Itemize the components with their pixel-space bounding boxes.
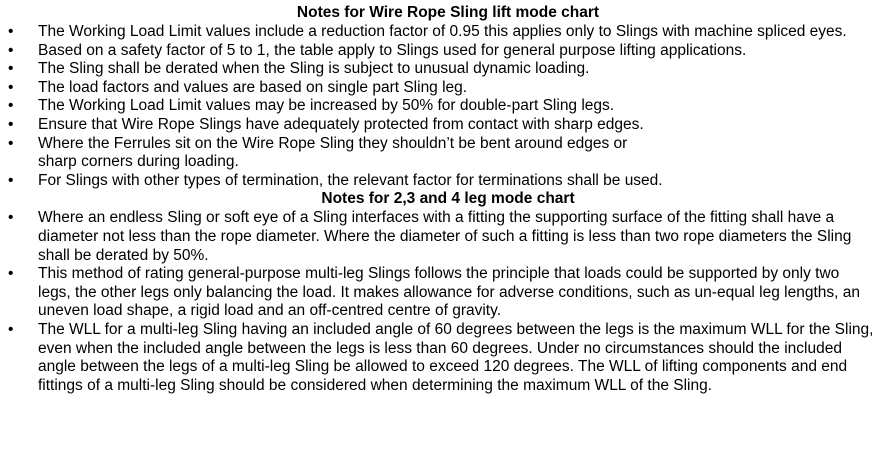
- note-text: For Slings with other types of termination, the relevant factor for terminations shall be used.: [38, 171, 663, 189]
- list-item: [6, 172, 874, 191]
- list-item: [6, 265, 874, 321]
- bullet-icon: •: [8, 265, 14, 283]
- notes-list: [6, 209, 874, 395]
- list-item: [6, 79, 874, 98]
- note-text: This method of rating general-purpose multi-leg Slings follows the principle that loads could be supported by only two legs, the other legs only balancing the load. It makes allowance for adverse conditions, such as un-equal leg lengths, an uneven load shape, a rigid load and an off-centred centre of gravity.: [38, 265, 861, 320]
- list-item: [6, 60, 874, 79]
- note-text: Ensure that Wire Rope Slings have adequately protected from contact with sharp edges.: [38, 115, 644, 133]
- note-text: The Working Load Limit values include a reduction factor of 0.95 this applies only to Slings with machine spliced eyes.: [38, 23, 847, 40]
- section-title: Notes for Wire Rope Sling lift mode chart: [296, 4, 600, 21]
- list-item: [6, 23, 874, 42]
- list-item: [6, 42, 874, 61]
- list-item: [6, 135, 874, 172]
- note-text: Based on a safety factor of 5 to 1, the table apply to Slings used for general purpose lifting applications.: [38, 41, 747, 59]
- bullet-icon: •: [8, 78, 14, 96]
- multi-leg-notes-section: [6, 190, 874, 395]
- bullet-icon: •: [8, 115, 14, 133]
- note-text: The Working Load Limit values may be increased by 50% for double-part Sling legs.: [38, 97, 615, 115]
- note-text: The WLL for a multi-leg Sling having an included angle of 60 degrees between the legs is the maximum WLL for the Sling, even when the included angle between the legs is less than 60 degrees. Under no circumstances should the included angle between the legs of a multi-leg Sling be allowed to exceed 120 degrees. The WLL of lifting components and end fittings of a multi-leg Sling should be considered when determining the maximum WLL of the Sling.: [38, 320, 874, 394]
- bullet-icon: •: [8, 171, 14, 189]
- list-item: [6, 209, 874, 265]
- bullet-icon: •: [8, 60, 14, 78]
- bullet-icon: •: [8, 23, 14, 40]
- note-text: Where the Ferrules sit on the Wire Rope Sling they shouldn’t be bent around edges or sharp corners during loading.: [38, 134, 628, 171]
- list-item: [6, 321, 874, 395]
- section-title: Notes for 2,3 and 4 leg mode chart: [321, 190, 575, 208]
- list-item: [6, 116, 874, 135]
- bullet-icon: •: [8, 134, 14, 152]
- bullet-icon: •: [8, 209, 14, 227]
- note-text: The Sling shall be derated when the Sling is subject to unusual dynamic loading.: [38, 60, 590, 78]
- note-text: Where an endless Sling or soft eye of a Sling interfaces with a fitting the supporting surface of the fitting shall have a diameter not less than the rope diameter. Where the diameter of such a fitting is less than two rope diameters the Sling shall be derated by 50%.: [38, 209, 852, 264]
- bullet-icon: •: [8, 41, 14, 59]
- bullet-icon: •: [8, 320, 14, 338]
- notes-list: [6, 23, 874, 190]
- bullet-icon: •: [8, 97, 14, 115]
- note-text: The load factors and values are based on single part Sling leg.: [38, 78, 468, 96]
- list-item: [6, 97, 874, 116]
- lift-mode-notes-section: [6, 4, 874, 190]
